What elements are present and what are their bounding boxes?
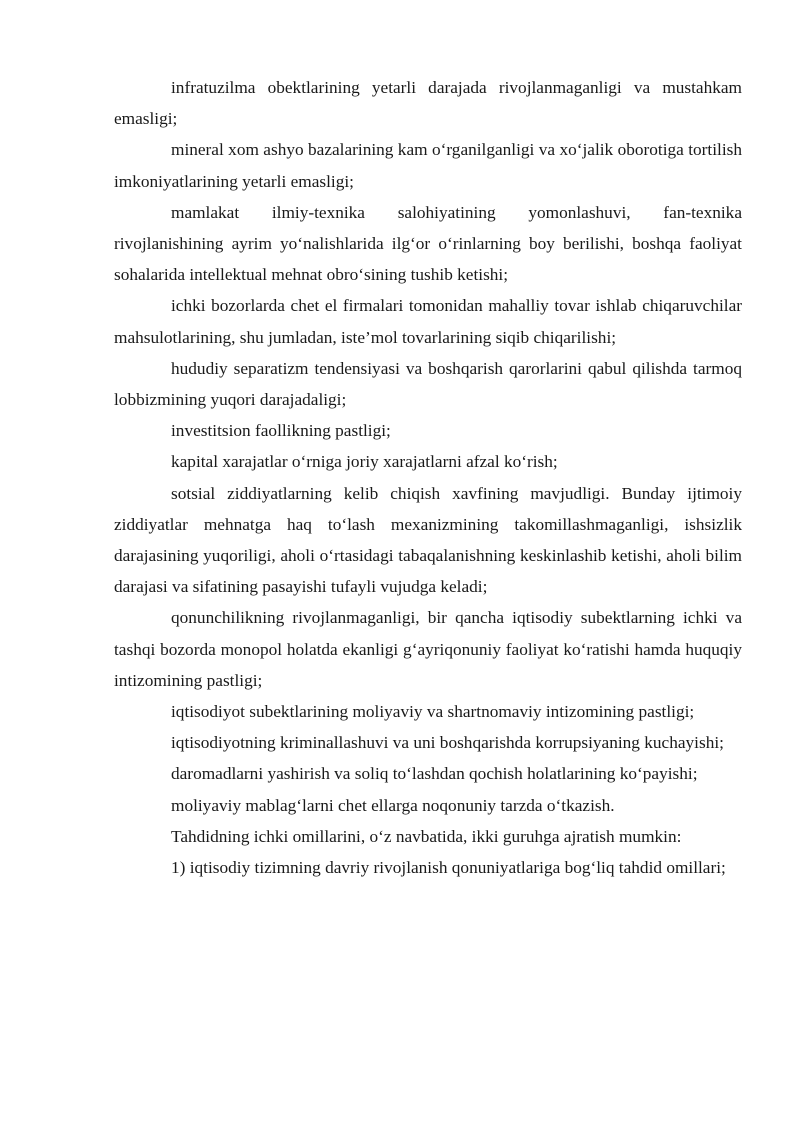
paragraph: iqtisodiyot subektlarining moliyaviy va shartnomaviy intizomining pastligi; — [171, 702, 695, 722]
paragraph: mineral xom ashyo bazalarining kam o‘rganilganligi va xo‘jalik oborotiga tortilish imkoniyatlarining yetarli emasligi; — [114, 140, 742, 191]
document-page — [114, 72, 742, 883]
paragraph: hududiy separatizm tendensiyasi va boshqarish qarorlarini qabul qilishda tarmoq lobbizmining yuqori darajadaligi; — [114, 358, 742, 410]
paragraph: daromadlarni yashirish va soliq to‘lashdan qochish holatlarining ko‘payishi; — [171, 764, 698, 784]
paragraph: 1) iqtisodiy tizimning davriy rivojlanish qonuniyatlariga bog‘liq tahdid omillari; — [171, 858, 726, 878]
paragraph: moliyaviy mablag‘larni chet ellarga noqonuniy tarzda o‘tkazish. — [171, 795, 615, 815]
paragraph: Tahdidning ichki omillarini, o‘z navbatida, ikki guruhga ajratish mumkin: — [171, 826, 682, 846]
paragraph: iqtisodiyotning kriminallashuvi va uni boshqarishda korrupsiyaning kuchayishi; — [171, 733, 724, 753]
paragraph: qonunchilikning rivojlanmaganligi, bir qancha iqtisodiy subektlarning ichki va tashqi bozorda monopol holatda ekanligi g‘ayriqonuniy faoliyat ko‘ratishi hamda huquqiy intizomining pastligi; — [114, 608, 742, 690]
paragraph: kapital xarajatlar o‘rniga joriy xarajatlarni afzal ko‘rish; — [171, 452, 558, 472]
paragraph: ichki bozorlarda chet el firmalari tomonidan mahalliy tovar ishlab chiqaruvchilar mahsulotlarining, shu jumladan, iste’mol tovarlarining siqib chiqarilishi; — [114, 296, 742, 347]
paragraph: mamlakat ilmiy-texnika salohiyatining yomonlashuvi, fan-texnika rivojlanishining ayrim yo‘nalishlarida ilg‘or o‘rinlarning boy berilishi, boshqa faoliyat sohalarida intellektual mehnat obro‘sining tushib ketishi; — [114, 202, 742, 285]
paragraph: infratuzilma obektlarining yetarli darajada rivojlanmaganligi va mustahkam emasligi; — [114, 78, 742, 129]
paragraph: sotsial ziddiyatlarning kelib chiqish xavfining mavjudligi. Bunday ijtimoiy ziddiyatlar mehnatga haq to‘lash mexanizmining takomillashmaganligi, ishsizlik darajasining yuqoriligi, aholi o‘rtasidagi tabaqalanishning keskinlashib ketishi, aholi bilim darajasi va sifatining pasayishi tufayli vujudga keladi; — [114, 483, 742, 597]
paragraph: investitsion faollikning pastligi; — [171, 421, 391, 441]
